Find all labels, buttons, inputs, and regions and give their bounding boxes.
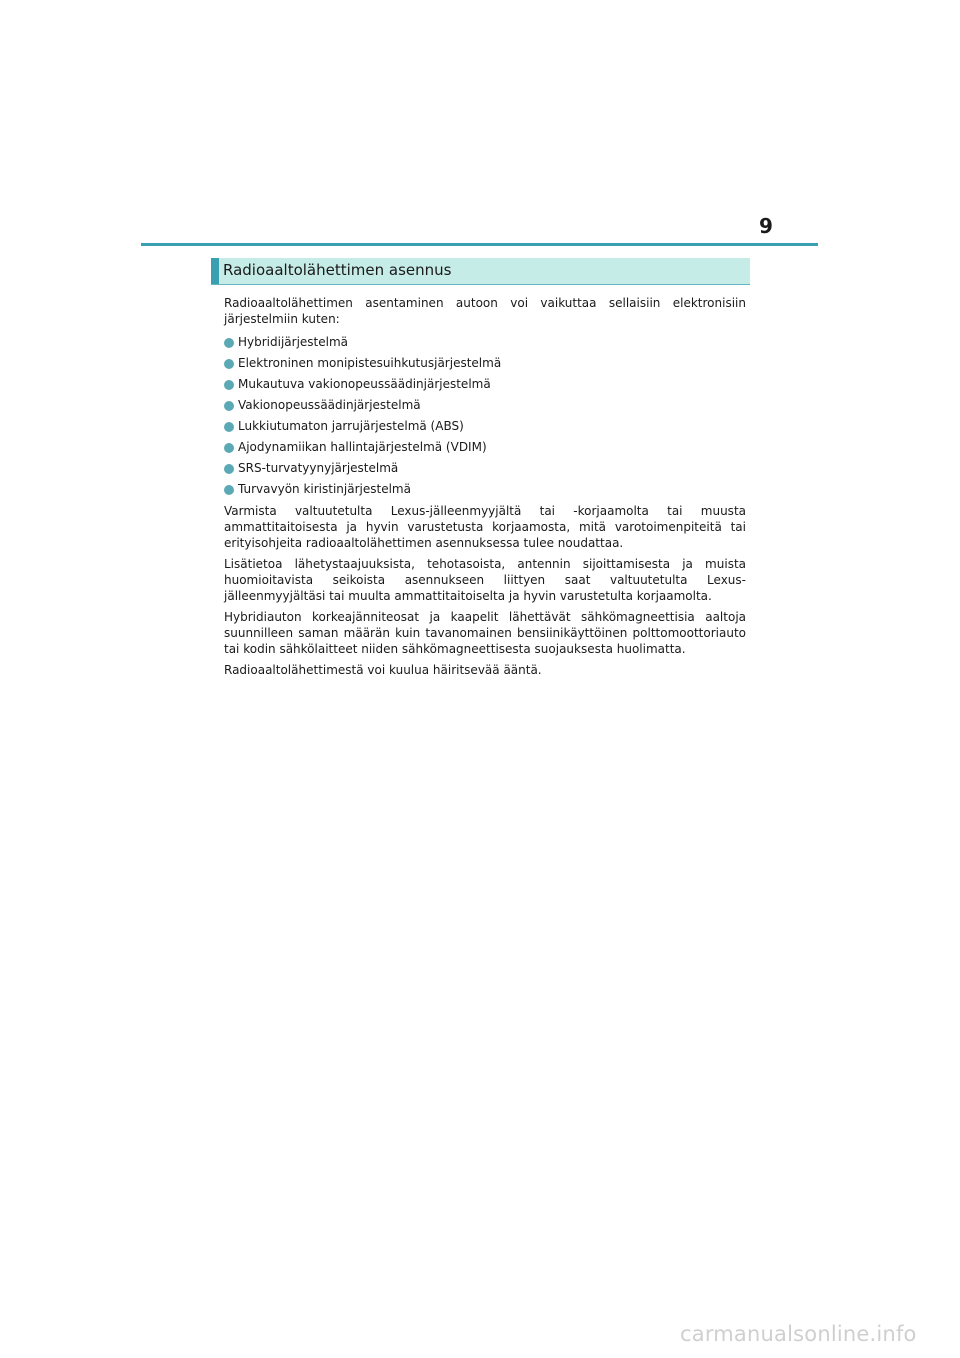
list-item: [224, 332, 746, 353]
noise-warning-paragraph: Radioaaltolähettimestä voi kuulua häiritsevää ääntä.: [224, 663, 542, 677]
intro-paragraph: Radioaaltolähettimen asentaminen autoon voi vaikuttaa sellaisiin elektronisiin järjestelmiin kuten:: [224, 296, 746, 326]
list-item-text: Elektroninen monipistesuihkutusjärjestelmä: [238, 356, 502, 370]
hybrid-emission-paragraph: Hybridiauton korkeajänniteosat ja kaapelit lähettävät sähkömagneettisia aaltoja suunnilleen saman määrän kuin tavanomainen bensiinikäyttöinen polttomoottoriauto tai kodin sähkölaitteet niiden sähkömagneettisesta suojauksesta huolimatta.: [224, 610, 746, 656]
bullet-dot-icon: [224, 464, 234, 474]
bullet-dot-icon: [224, 359, 234, 369]
bullet-dot-icon: [224, 380, 234, 390]
list-item: [224, 416, 746, 437]
transmission-info-paragraph: Lisätietoa lähetystaajuuksista, tehotasoista, antennin sijoittamisesta ja muista huomioitavista seikoista asennukseen liittyen saat valtuutetulta Lexus-jälleenmyyjältäsi tai muulta ammattitaitoiselta ja hyvin varustetulta korjaamolta.: [224, 557, 746, 603]
affected-systems-list: [224, 332, 746, 500]
section-heading-bar: [211, 258, 219, 284]
dealer-advice-paragraph: Varmista valtuutetulta Lexus-jälleenmyyjältä tai -korjaamolta tai muusta ammattitaitoisesta ja hyvin varustetusta korjaamosta, mitä varotoimenpiteitä tai erityisohjeita radioaaltolähettimen asennuksessa tulee noudattaa.: [224, 504, 746, 550]
section-title: Radioaaltolähettimen asennus: [223, 261, 452, 279]
list-item: [224, 458, 746, 479]
list-item-text: Lukkiutumaton jarrujärjestelmä (ABS): [238, 419, 464, 433]
list-item-text: SRS-turvatyynyjärjestelmä: [238, 461, 399, 475]
bullet-dot-icon: [224, 443, 234, 453]
list-item: [224, 374, 746, 395]
bullet-dot-icon: [224, 338, 234, 348]
footer-watermark-logo: carmanualsonline.info: [680, 1322, 917, 1346]
page-number: 9: [759, 214, 773, 238]
bullet-dot-icon: [224, 422, 234, 432]
header-rule: [141, 243, 818, 246]
list-item: [224, 479, 746, 500]
list-item-text: Mukautuva vakionopeussäädinjärjestelmä: [238, 377, 491, 391]
list-item: [224, 353, 746, 374]
bullet-dot-icon: [224, 401, 234, 411]
bullet-dot-icon: [224, 485, 234, 495]
section-content: [224, 295, 746, 683]
list-item: [224, 395, 746, 416]
list-item-text: Ajodynamiikan hallintajärjestelmä (VDIM): [238, 440, 487, 454]
section-heading: [211, 258, 750, 285]
list-item: [224, 437, 746, 458]
list-item-text: Hybridijärjestelmä: [238, 335, 349, 349]
list-item-text: Turvavyön kiristinjärjestelmä: [238, 482, 411, 496]
list-item-text: Vakionopeussäädinjärjestelmä: [238, 398, 421, 412]
